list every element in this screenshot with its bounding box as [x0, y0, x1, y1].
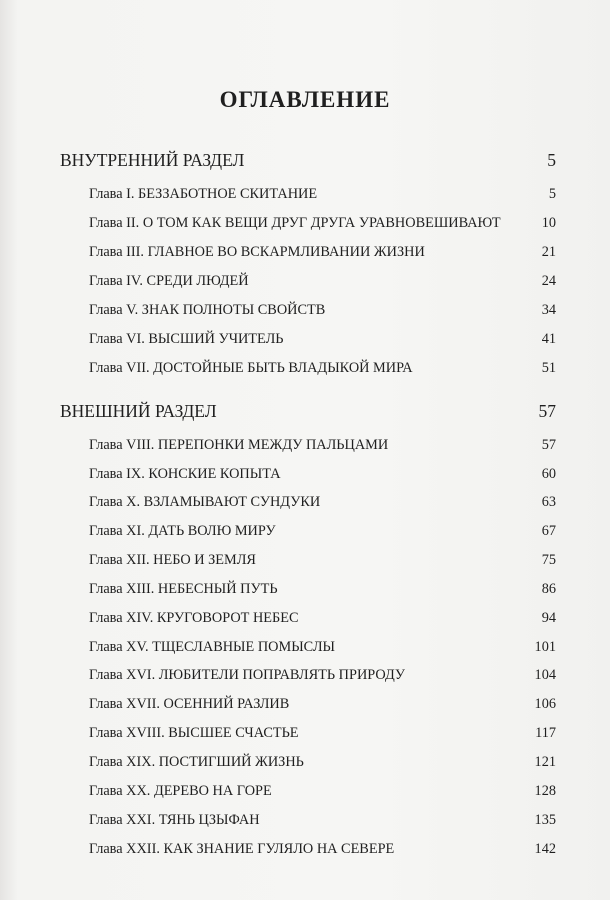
toc-chapter [89, 552, 556, 569]
toc-chapter [89, 302, 556, 319]
chapter-title: Глава XVIII. ВЫСШЕЕ СЧАСТЬЕ [89, 725, 299, 741]
chapter-title: Глава V. ЗНАК ПОЛНОТЫ СВОЙСТВ [89, 302, 326, 318]
toc-chapter [89, 273, 556, 290]
chapter-title: Глава XXII. КАК ЗНАНИЕ ГУЛЯЛО НА СЕВЕРЕ [89, 841, 395, 857]
section-page-number: 5 [547, 150, 556, 170]
toc-section-internal [60, 150, 556, 171]
toc-chapter [89, 667, 556, 684]
chapter-title: Глава IV. СРЕДИ ЛЮДЕЙ [89, 273, 249, 289]
chapter-page-number: 104 [534, 667, 556, 683]
chapter-title: Глава II. О ТОМ КАК ВЕЩИ ДРУГ ДРУГА УРАВНОВЕШИВАЮТ [89, 215, 501, 231]
section-title: ВНУТРЕННИЙ РАЗДЕЛ [60, 150, 245, 170]
chapter-page-number: 142 [534, 841, 556, 857]
chapter-page-number: 121 [534, 754, 556, 770]
chapter-page-number: 106 [534, 696, 556, 712]
chapter-title: Глава XIV. КРУГОВОРОТ НЕБЕС [89, 610, 299, 626]
chapter-page-number: 51 [541, 360, 556, 376]
toc-chapter [89, 360, 556, 377]
page-title: ОГЛАВЛЕНИЕ [219, 87, 391, 112]
toc-chapter [89, 494, 556, 511]
chapter-page-number: 117 [535, 725, 556, 741]
chapter-page-number: 34 [541, 302, 556, 318]
toc-chapter [89, 523, 556, 540]
chapter-title: Глава X. ВЗЛАМЫВАЮТ СУНДУКИ [89, 494, 321, 510]
chapter-title: Глава VI. ВЫСШИЙ УЧИТЕЛЬ [89, 331, 284, 347]
toc-chapter [89, 437, 556, 454]
toc-chapter [89, 841, 556, 858]
toc-chapter [89, 331, 556, 348]
toc-chapter [89, 610, 556, 627]
chapter-title: Глава III. ГЛАВНОЕ ВО ВСКАРМЛИВАНИИ ЖИЗНИ [89, 244, 425, 260]
chapter-page-number: 57 [541, 437, 556, 453]
chapter-page-number: 60 [541, 466, 556, 482]
toc-chapter [89, 754, 556, 771]
chapter-title: Глава XVII. ОСЕННИЙ РАЗЛИВ [89, 696, 290, 712]
toc-chapter [89, 639, 556, 656]
chapter-page-number: 135 [534, 812, 556, 828]
chapter-title: Глава XVI. ЛЮБИТЕЛИ ПОПРАВЛЯТЬ ПРИРОДУ [89, 667, 406, 683]
chapter-title: Глава VII. ДОСТОЙНЫЕ БЫТЬ ВЛАДЫКОЙ МИРА [89, 360, 413, 376]
chapter-page-number: 86 [541, 581, 556, 597]
chapter-title: Глава I. БЕЗЗАБОТНОЕ СКИТАНИЕ [89, 186, 318, 202]
chapter-page-number: 24 [541, 273, 556, 289]
section-page-number: 57 [538, 401, 556, 421]
chapter-page-number: 67 [541, 523, 556, 539]
chapter-page-number: 21 [541, 244, 556, 260]
chapter-title: Глава XI. ДАТЬ ВОЛЮ МИРУ [89, 523, 276, 539]
chapter-page-number: 5 [548, 186, 556, 202]
toc-chapter [89, 696, 556, 713]
toc-chapter [89, 725, 556, 742]
chapter-title: Глава XX. ДЕРЕВО НА ГОРЕ [89, 783, 272, 799]
section-title: ВНЕШНИЙ РАЗДЕЛ [60, 401, 217, 421]
chapter-page-number: 101 [534, 639, 556, 655]
chapter-title: Глава XIII. НЕБЕСНЫЙ ПУТЬ [89, 581, 278, 597]
chapter-title: Глава XV. ТЩЕСЛАВНЫЕ ПОМЫСЛЫ [89, 639, 336, 655]
toc-chapter [89, 466, 556, 483]
toc-chapter [89, 215, 556, 232]
chapter-title: Глава XIX. ПОСТИГШИЙ ЖИЗНЬ [89, 754, 304, 770]
chapter-page-number: 128 [534, 783, 556, 799]
chapter-title: Глава XXI. ТЯНЬ ЦЗЫФАН [89, 812, 260, 828]
toc-section-external [60, 401, 556, 422]
chapter-page-number: 10 [541, 215, 556, 231]
toc-chapter [89, 783, 556, 800]
toc-chapter [89, 812, 556, 829]
chapter-title: Глава IX. КОНСКИЕ КОПЫТА [89, 466, 281, 482]
chapter-page-number: 94 [541, 610, 556, 626]
toc-chapter [89, 244, 556, 261]
chapter-title: Глава VIII. ПЕРЕПОНКИ МЕЖДУ ПАЛЬЦАМИ [89, 437, 389, 453]
toc-chapter [89, 186, 556, 203]
chapter-page-number: 63 [541, 494, 556, 510]
chapter-page-number: 75 [541, 552, 556, 568]
chapter-title: Глава XII. НЕБО И ЗЕМЛЯ [89, 552, 256, 568]
toc-chapter [89, 581, 556, 598]
chapter-page-number: 41 [541, 331, 556, 347]
